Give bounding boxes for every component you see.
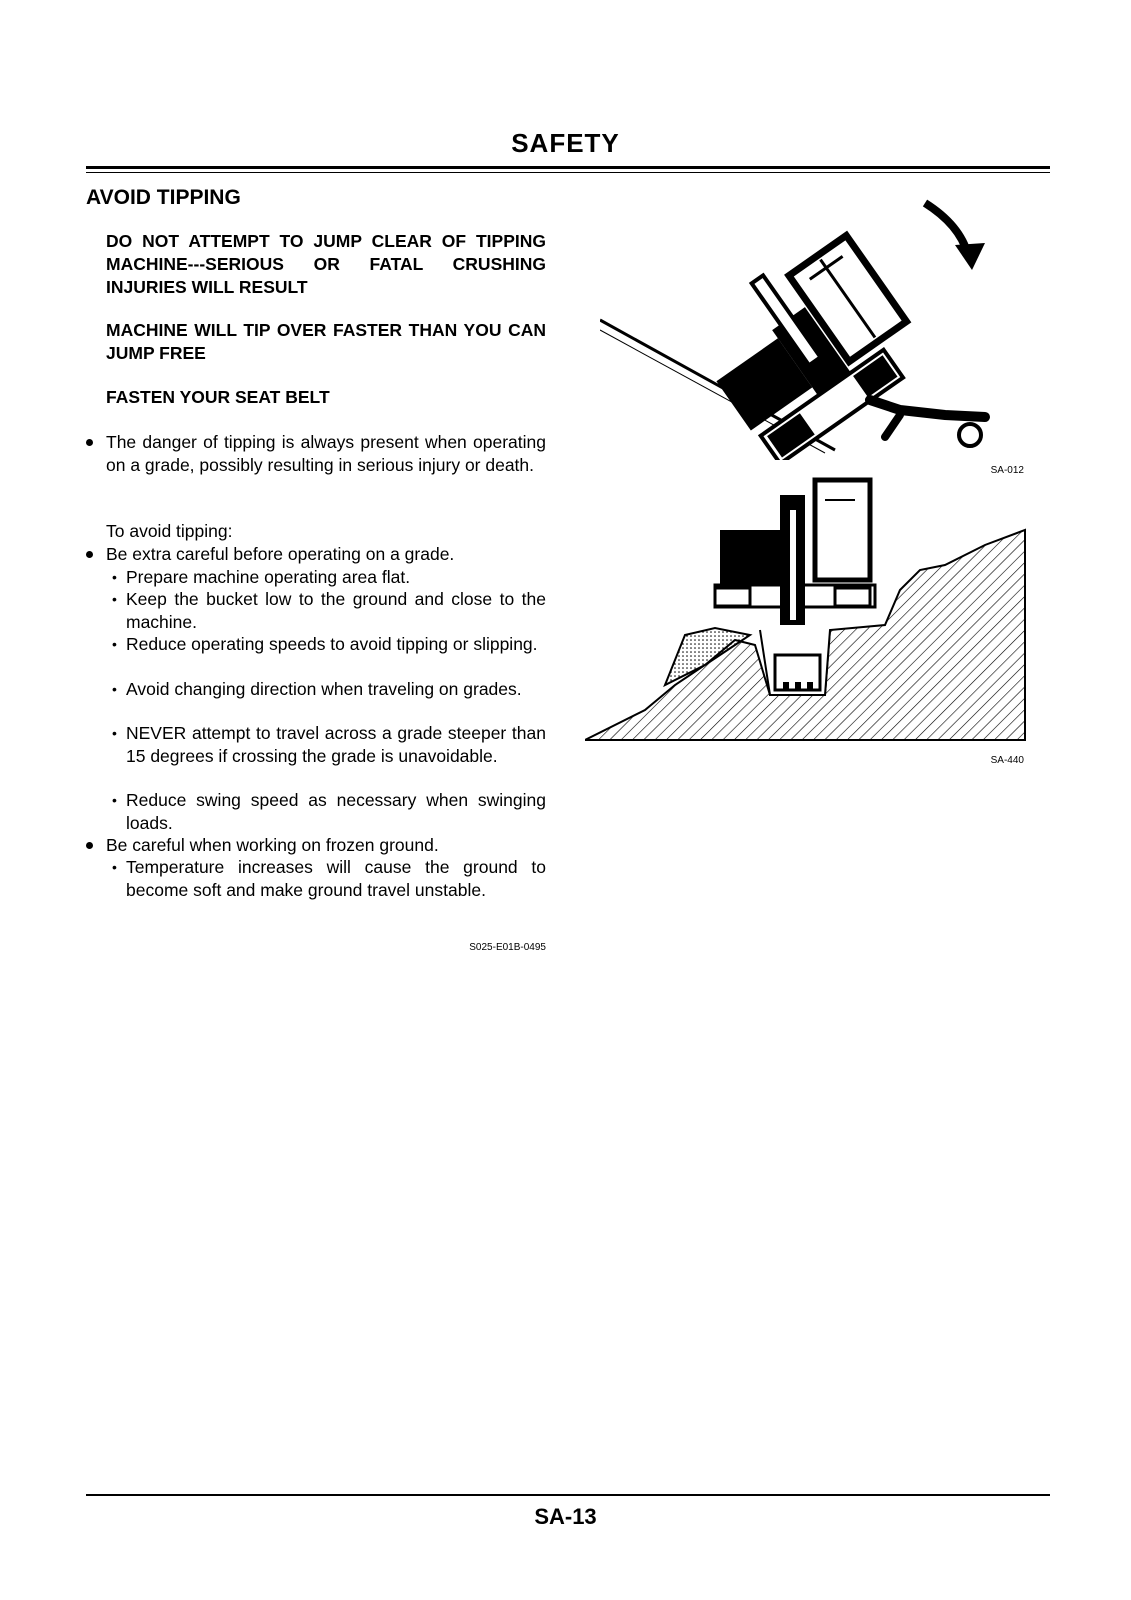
tipping-excavator-figure [600,195,1050,460]
sub-item-text: Temperature increases will cause the ground to become soft and make ground travel unstable. [126,857,546,900]
sub-item [106,678,546,701]
sub-bullet-icon: • [112,681,117,697]
bullet-dot [86,842,93,849]
page-header-title: SAFETY [511,128,620,158]
page-number: SA-13 [534,1504,597,1529]
bullet-item [86,431,546,477]
bullet-dot [86,439,93,446]
sub-bullet-icon: • [112,591,117,607]
sub-item-text: Reduce swing speed as necessary when swinging loads. [126,790,546,833]
sub-bullet-icon: • [112,636,117,652]
sub-bullet-icon: • [112,569,117,585]
warning-2: MACHINE WILL TIP OVER FASTER THAN YOU CAN JUMP FREE [106,320,546,363]
bullet-text: Be careful when working on frozen ground. [106,835,439,855]
sub-bullet-icon: • [112,792,117,808]
bullet-text: Be extra careful before operating on a grade. [106,544,455,564]
footer-rule [86,1494,1050,1496]
sub-item [106,722,546,768]
sub-item [106,566,546,589]
sub-item-text: Prepare machine operating area flat. [126,567,411,587]
header-rule-thin [86,172,1050,173]
sub-item [106,633,546,656]
warning-1: DO NOT ATTEMPT TO JUMP CLEAR OF TIPPING MACHINE---SERIOUS OR FATAL CRUSHING INJURIES WILL RESULT [106,231,546,297]
bullet-item [86,834,546,857]
document-code: S025-E01B-0495 [469,942,546,953]
figure-code: SA-012 [990,465,1024,476]
sub-item-text: Avoid changing direction when traveling on grades. [126,679,522,699]
header-rule [86,166,1050,169]
warning-3: FASTEN YOUR SEAT BELT [106,387,330,407]
bullet-text: The danger of tipping is always present when operating on a grade, possibly resulting in serious injury or death. [106,432,546,475]
sub-bullet-icon: • [112,859,117,875]
sub-bullet-icon: • [112,725,117,741]
sub-item [106,789,546,835]
grade-excavator-figure [585,470,1030,750]
sub-item [106,588,546,634]
sub-item-text: NEVER attempt to travel across a grade steeper than 15 degrees if crossing the grade is unavoidable. [126,723,546,766]
bullet-dot [86,551,93,558]
sub-item [106,856,546,902]
bullet-item [86,543,546,566]
sub-item-text: Reduce operating speeds to avoid tipping or slipping. [126,634,538,654]
figure-code: SA-440 [990,755,1024,766]
sub-item-text: Keep the bucket low to the ground and close to the machine. [126,589,546,632]
section-title: AVOID TIPPING [86,186,241,209]
intro-text: To avoid tipping: [106,521,233,541]
